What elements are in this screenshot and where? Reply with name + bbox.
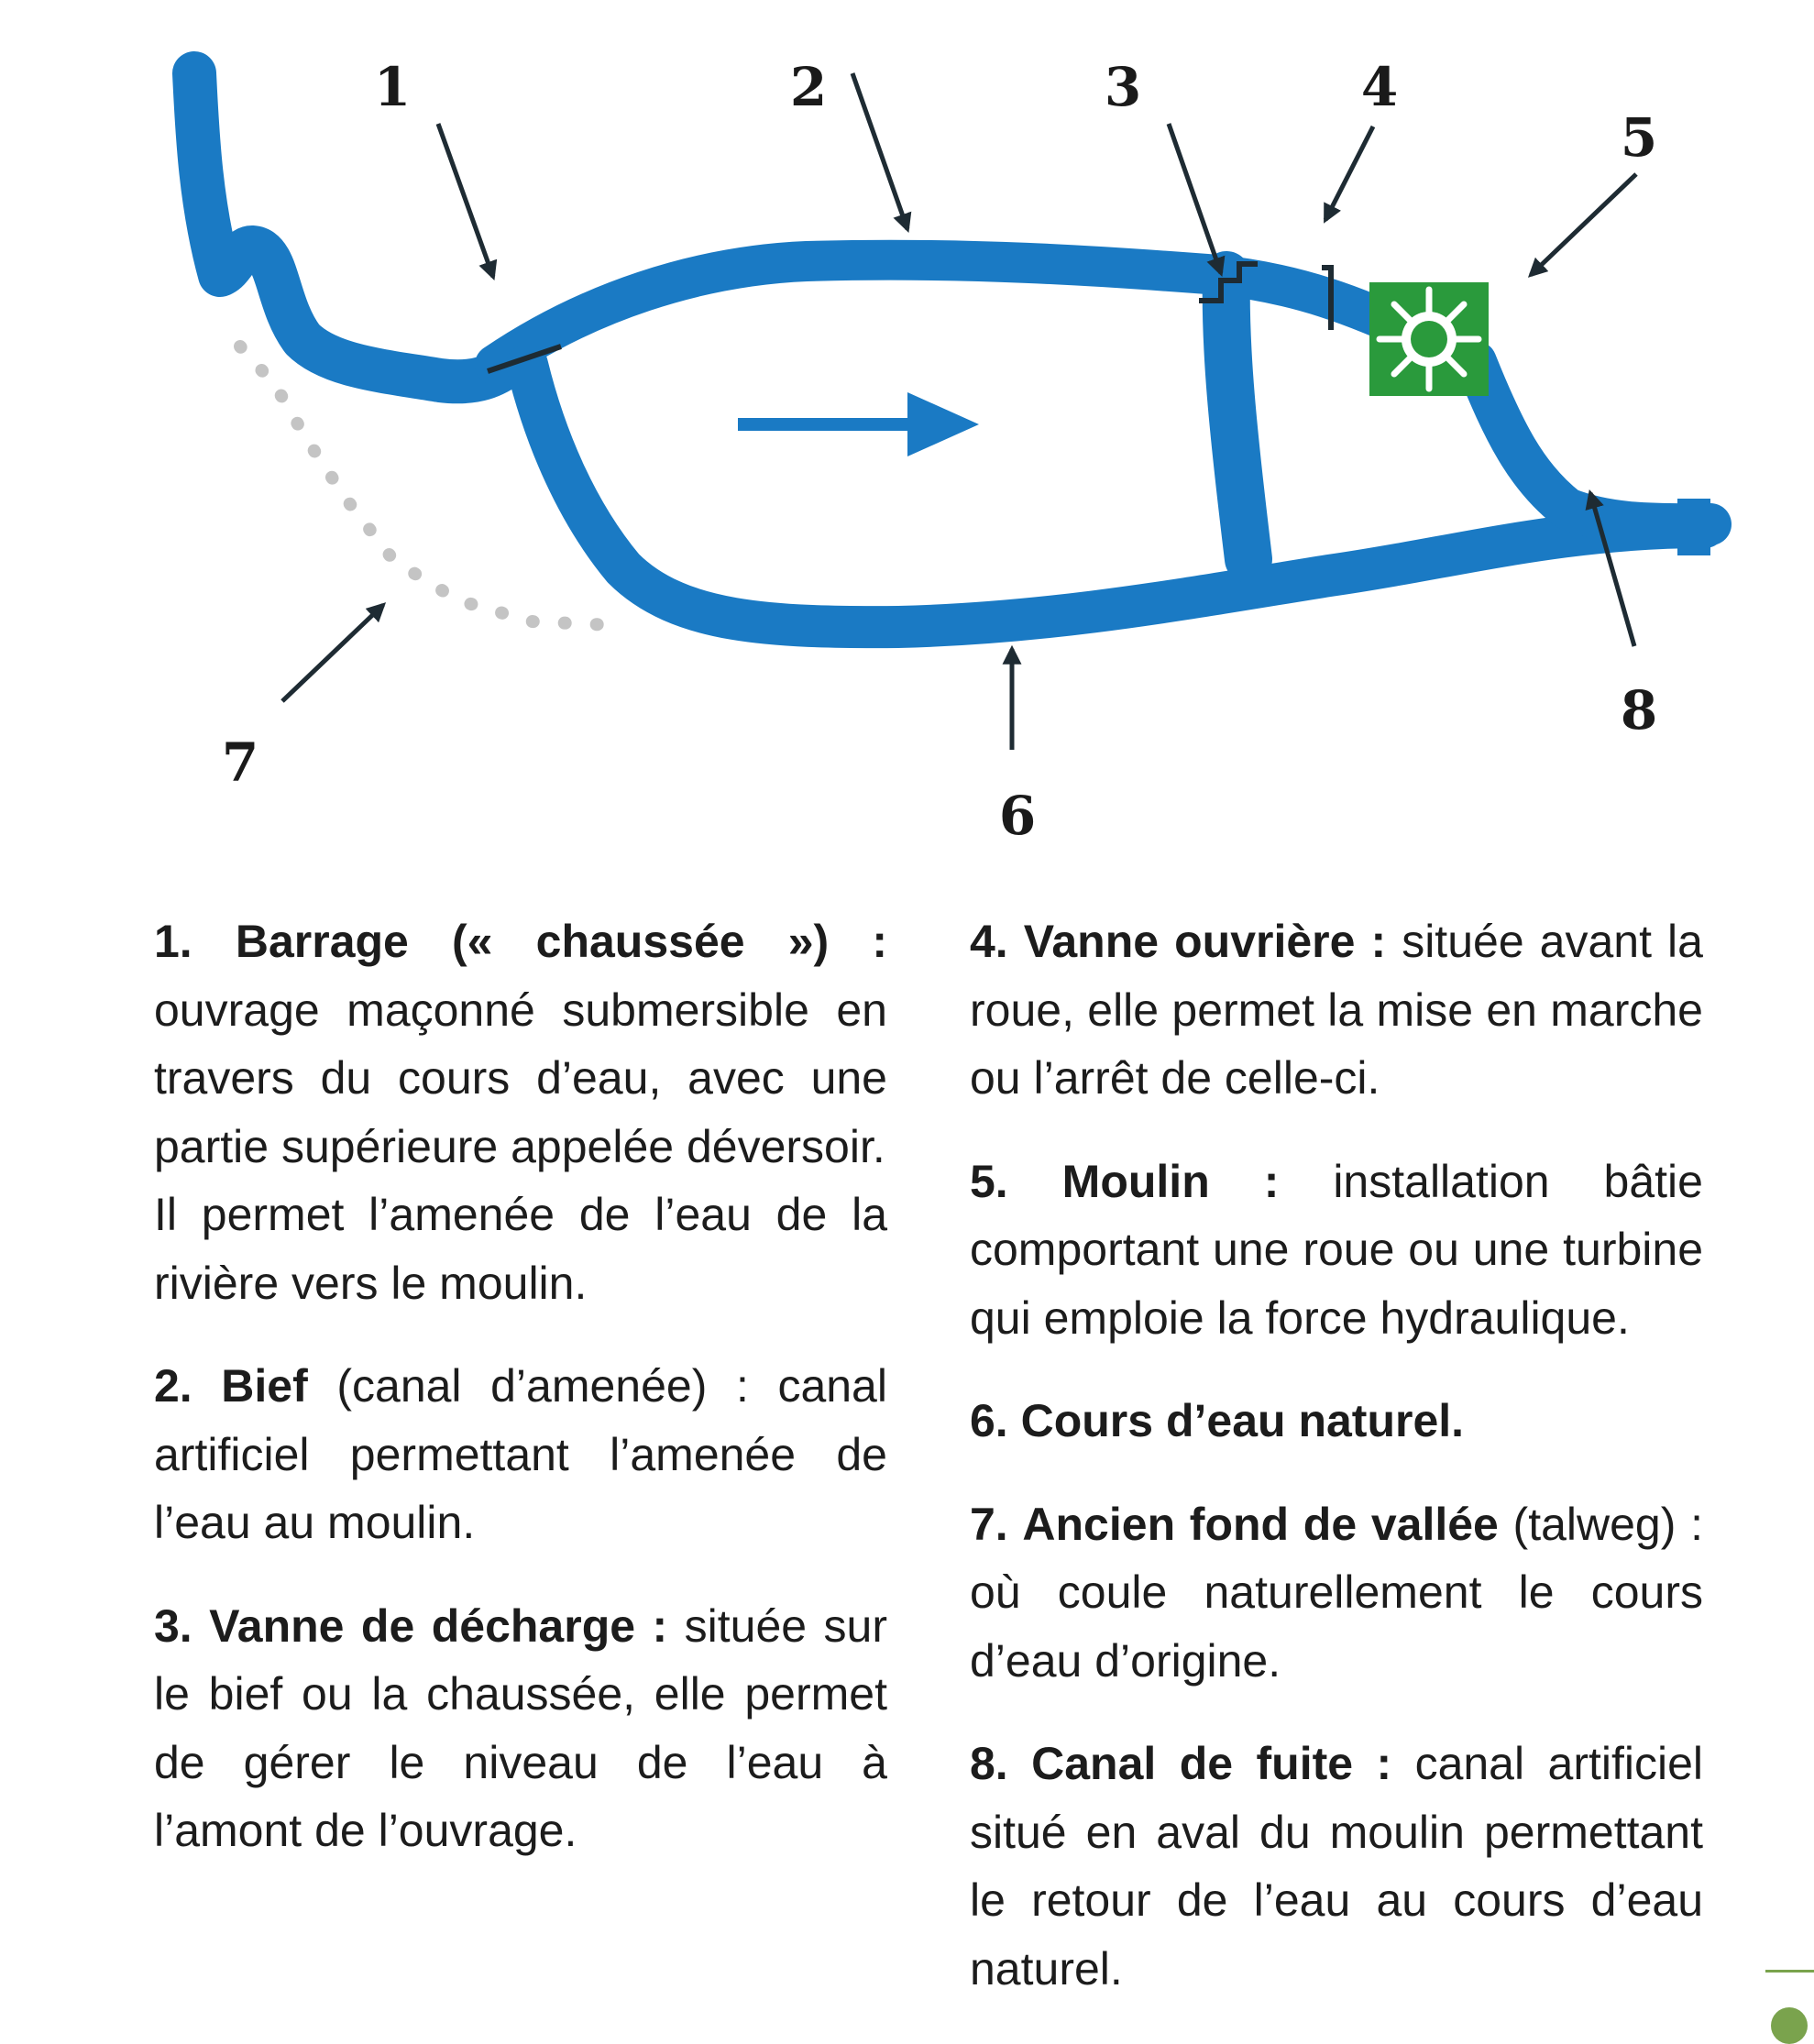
entry-2-term: Bief [221, 1360, 308, 1412]
arrow-2 [852, 73, 907, 229]
headrace-canal [495, 260, 1412, 365]
entry-2-text: (canal d’amenée) : canal artificiel permettant l’amenée de l’eau au moulin. [154, 1360, 887, 1548]
label-7: 7 [221, 731, 259, 794]
label-8: 8 [1620, 679, 1658, 742]
entry-8-term: Canal de fuite : [1031, 1738, 1392, 1789]
legend-right-column [970, 907, 1703, 2038]
entry-7-term: Ancien fond de vallée [1022, 1498, 1499, 1550]
entry-3-number: 3. [154, 1599, 192, 1652]
entry-1-text: ouvrage maçonné submersible en travers du cours d’eau, avec une partie supérieure appelée déversoir. [154, 984, 887, 1172]
legend-entry-3 [154, 1592, 887, 1865]
arrow-7 [282, 605, 383, 701]
entry-2-number: 2. [154, 1360, 192, 1412]
legend-entry-1 [154, 907, 887, 1317]
entry-7-number: 7. [970, 1498, 1008, 1550]
entry-5-text: installation bâtie comportant une roue ou une turbine qui emploie la force hydraulique. [970, 1155, 1703, 1344]
tailrace-end [1677, 499, 1710, 555]
corner-accent-dot [1771, 2007, 1808, 2044]
arrow-4 [1325, 126, 1373, 220]
entry-5-number: 5. [970, 1155, 1008, 1207]
entry-8-number: 8. [970, 1738, 1008, 1789]
label-2: 2 [789, 56, 828, 118]
legend-entry-6 [970, 1387, 1703, 1456]
label-4: 4 [1360, 56, 1399, 118]
legend-left-column [154, 907, 887, 1900]
label-3: 3 [1104, 56, 1142, 118]
label-6: 6 [998, 785, 1037, 847]
arrow-5 [1531, 174, 1636, 275]
legend-entry-8 [970, 1730, 1703, 2003]
entry-1-text2: Il permet l’amenée de l’eau de la rivière vers le moulin. [154, 1189, 887, 1309]
entry-6-number: 6. [970, 1395, 1008, 1446]
entry-5-term: Moulin : [1061, 1155, 1280, 1207]
overflow-channel [1226, 275, 1248, 559]
mill-wheel-icon [1369, 282, 1489, 396]
entry-4-term: Vanne ouvrière : [1023, 916, 1387, 967]
arrow-1 [438, 124, 493, 277]
legend-entry-4 [970, 907, 1703, 1113]
legend-entry-2 [154, 1352, 887, 1557]
entry-1-number: 1. [154, 916, 192, 967]
legend-entry-5 [970, 1148, 1703, 1353]
label-1: 1 [373, 56, 412, 118]
entry-7-text: (talweg) : où coule naturellement le cours d’eau d’origine. [970, 1498, 1703, 1687]
arrow-3 [1169, 124, 1221, 273]
mill-diagram [0, 0, 1814, 862]
flow-arrow-icon [738, 392, 979, 456]
entry-4-text: située avant la roue, elle permet la mise en marche ou l’arrêt de celle-ci. [970, 916, 1703, 1104]
entry-3-term: Vanne de décharge : [209, 1599, 668, 1652]
corner-accent-line [1765, 1970, 1814, 1973]
label-5: 5 [1620, 106, 1658, 169]
entry-6-term: Cours d’eau naturel. [1020, 1395, 1465, 1446]
legend-entry-7 [970, 1490, 1703, 1696]
entry-8-text: canal artificiel situé en aval du moulin permettant le retour de l’eau au cours d’eau naturel. [970, 1738, 1704, 1995]
upstream-river [194, 73, 513, 381]
entry-3-text: située sur le bief ou la chaussée, elle permet de gérer le niveau de l’eau à l’amont de l’ouvrage. [154, 1599, 887, 1856]
entry-4-number: 4. [970, 916, 1008, 967]
entry-1-term: Barrage (« chaussée ») : [235, 916, 887, 967]
